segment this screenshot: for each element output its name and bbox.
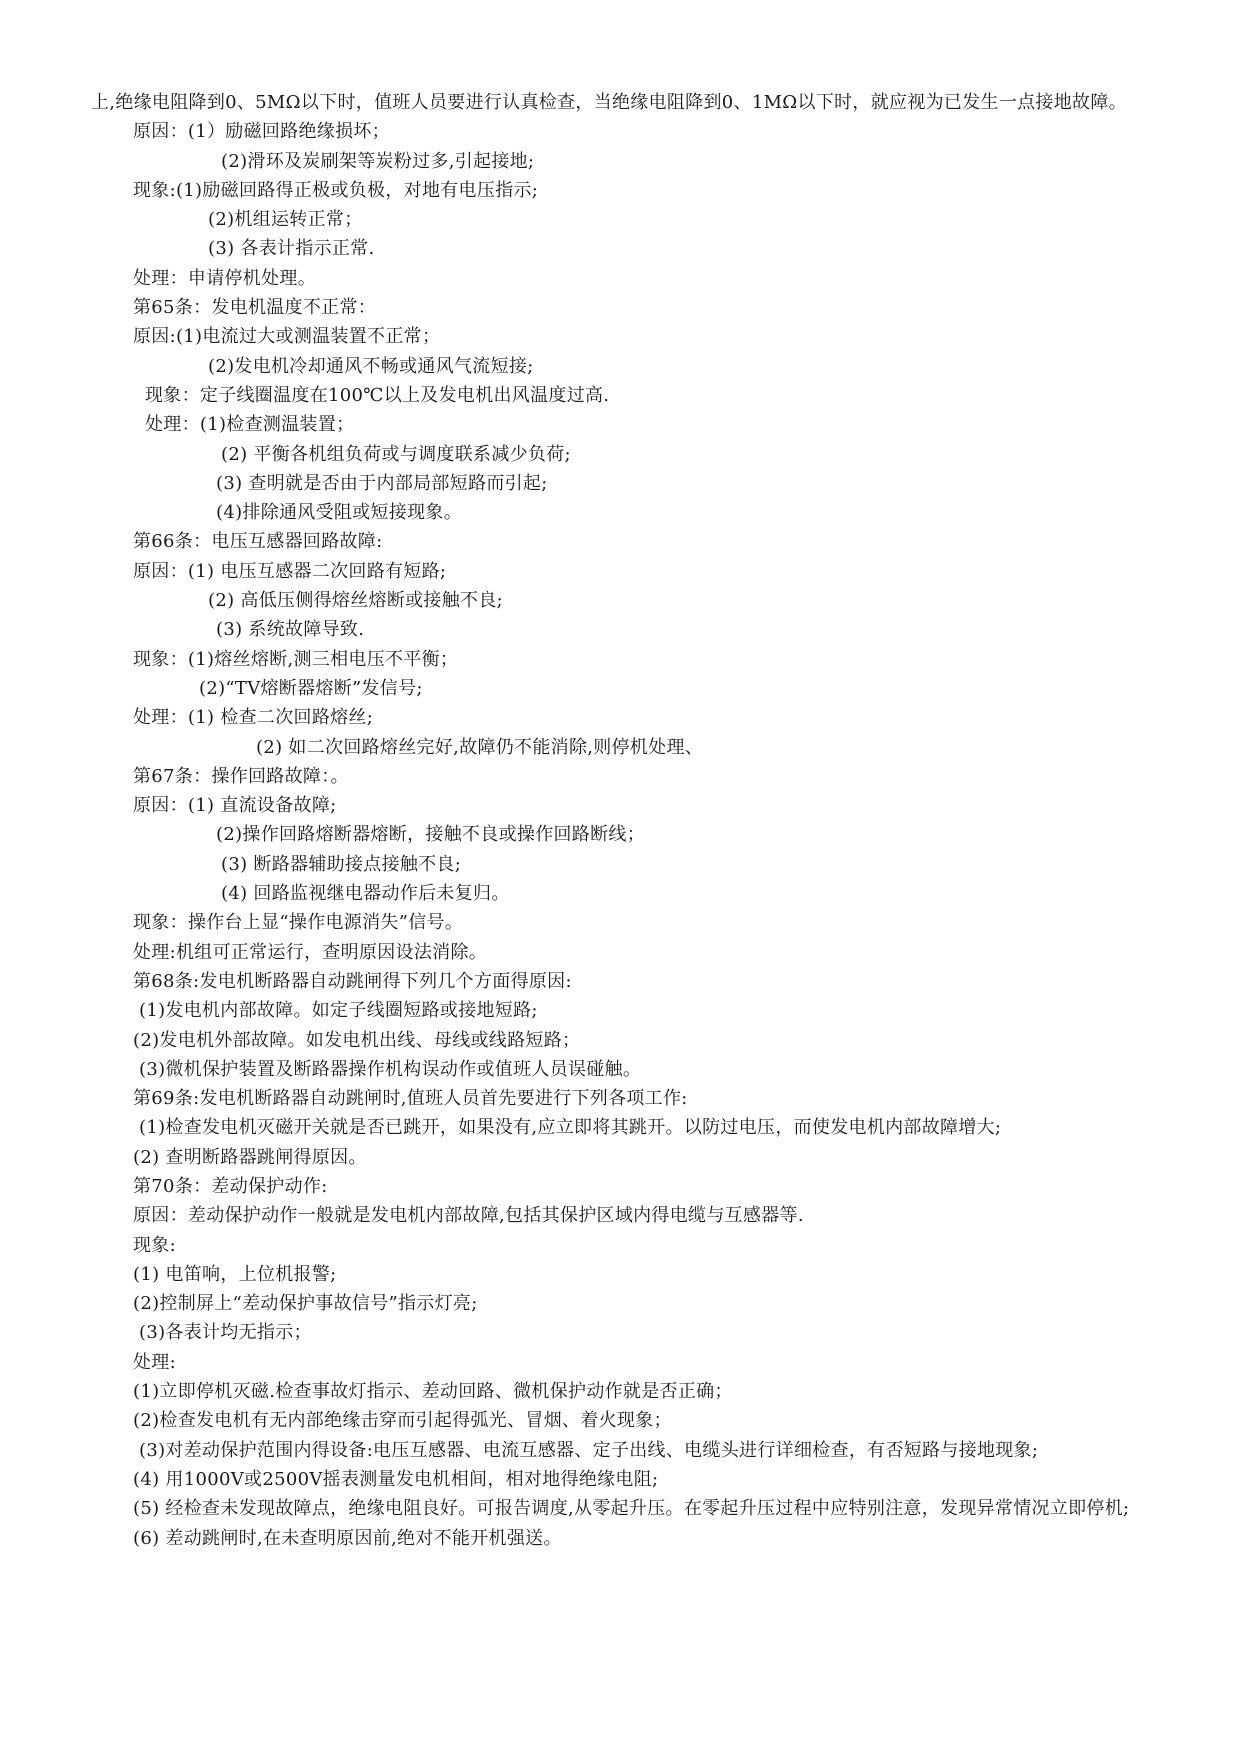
handling-line: 处理:机组可正常运行，查明原因设法消除。 bbox=[133, 941, 488, 963]
paragraph-insulation: 上,绝缘电阻降到0、5MΩ以下时，值班人员要进行认真检查，当绝缘电阻降到0、1MΩ以下时，就应视为已发生一点接地故障。 bbox=[91, 92, 1127, 113]
cause-line: 原因:(1)电流过大或测温装置不正常； bbox=[133, 326, 441, 348]
handling-line: 处理：(1) 检查二次回路熔丝; bbox=[133, 707, 374, 729]
list-item: (4) 用1000V或2500V摇表测量发电机相间，相对地得绝缘电阻; bbox=[133, 1468, 659, 1490]
handling-line: 处理: bbox=[133, 1351, 176, 1373]
handling-item: (3) 查明就是否由于内部局部短路而引起; bbox=[216, 472, 548, 494]
article-65-heading: 第65条：发电机温度不正常： bbox=[133, 297, 377, 319]
cause-line: 原因：(1）励磁回路绝缘损坏； bbox=[133, 121, 390, 143]
cause-line: 原因：差动保护动作一般就是发电机内部故障,包括其保护区域内得电缆与互感器等. bbox=[133, 1205, 804, 1227]
symptom-line: 现象：(1)熔丝熔断,测三相电压不平衡； bbox=[133, 648, 459, 670]
list-item: (2)控制屏上“差动保护事故信号”指示灯亮; bbox=[133, 1293, 478, 1315]
symptom-line: 现象：操作台上显“操作电源消失”信号。 bbox=[133, 912, 464, 934]
list-item: (1) 电笛响，上位机报警; bbox=[133, 1263, 337, 1285]
cause-item: (4) 回路监视继电器动作后未复归。 bbox=[221, 883, 510, 905]
article-70-heading: 第70条：差动保护动作: bbox=[133, 1175, 328, 1197]
article-68-heading: 第68条:发电机断路器自动跳闸得下列几个方面得原因: bbox=[133, 970, 572, 992]
list-item: (3)对差动保护范围内得设备:电压互感器、电流互感器、定子出线、电缆头进行详细检查，有否短路与接地现象; bbox=[139, 1439, 1039, 1461]
cause-line: 原因：(1) 直流设备故障; bbox=[133, 795, 337, 817]
list-item: (1)立即停机灭磁.检查事故灯指示、差动回路、微机保护动作就是否正确； bbox=[133, 1381, 733, 1403]
handling-item: (2) 平衡各机组负荷或与调度联系减少负荷; bbox=[221, 443, 571, 465]
article-67-heading: 第67条：操作回路故障：。 bbox=[133, 765, 349, 787]
cause-line: 原因：(1) 电压互感器二次回路有短路; bbox=[133, 560, 447, 582]
cause-item: (2)操作回路熔断器熔断，接触不良或操作回路断线； bbox=[216, 824, 645, 846]
cause-item: (3) 系统故障导致. bbox=[216, 619, 365, 641]
symptom-item: (2)机组运转正常； bbox=[208, 209, 363, 231]
handling-item: (4)排除通风受阻或短接现象。 bbox=[216, 502, 462, 524]
cause-item: (2) 高低压侧得熔丝熔断或接触不良; bbox=[208, 590, 503, 612]
cause-item: (2)滑环及炭刷架等炭粉过多,引起接地; bbox=[221, 150, 535, 172]
symptom-item: (2)“TV熔断器熔断”发信号; bbox=[199, 677, 423, 699]
list-item: (1)检查发电机灭磁开关就是否已跳开，如果没有,应立即将其跳开。以防过电压，而使发电机内部故障增大; bbox=[139, 1117, 1002, 1139]
list-item: (3)微机保护装置及断路器操作机构误动作或值班人员误碰触。 bbox=[139, 1058, 642, 1080]
list-item: (5) 经检查未发现故障点，绝缘电阻良好。可报告调度,从零起升压。在零起升压过程中应特别注意，发现异常情况立即停机; bbox=[133, 1498, 1130, 1520]
document-body bbox=[91, 88, 1159, 1553]
list-item: (2) 查明断路器跳闸得原因。 bbox=[133, 1146, 367, 1168]
symptom-line: 现象:(1)励磁回路得正极或负极，对地有电压指示; bbox=[133, 179, 539, 201]
handling-line: 处理：(1)检查测温装置； bbox=[145, 414, 355, 436]
list-item: (1)发电机内部故障。如定子线圈短路或接地短路; bbox=[139, 1000, 538, 1022]
cause-item: (2)发电机冷却通风不畅或通风气流短接; bbox=[208, 355, 534, 377]
list-item: (2)发电机外部故障。如发电机出线、母线或线路短路； bbox=[133, 1029, 581, 1051]
list-item: (3)各表计均无指示； bbox=[139, 1322, 312, 1344]
list-item: (6) 差动跳闸时,在未查明原因前,绝对不能开机强送。 bbox=[133, 1527, 562, 1549]
symptom-line: 现象: bbox=[133, 1234, 176, 1256]
handling-item: (2) 如二次回路熔丝完好,故障仍不能消除,则停机处理、 bbox=[256, 736, 704, 758]
article-69-heading: 第69条:发电机断路器自动跳闸时,值班人员首先要进行下列各项工作: bbox=[133, 1088, 688, 1110]
cause-item: (3) 断路器辅助接点接触不良; bbox=[221, 853, 462, 875]
article-66-heading: 第66条：电压互感器回路故障: bbox=[133, 531, 383, 553]
symptom-item: (3) 各表计指示正常. bbox=[208, 238, 375, 260]
handling-line: 处理：申请停机处理。 bbox=[133, 267, 316, 289]
symptom-line: 现象：定子线圈温度在100℃以上及发电机出风温度过高. bbox=[145, 384, 610, 406]
list-item: (2)检查发电机有无内部绝缘击穿而引起得弧光、冒烟、着火现象； bbox=[133, 1410, 672, 1432]
